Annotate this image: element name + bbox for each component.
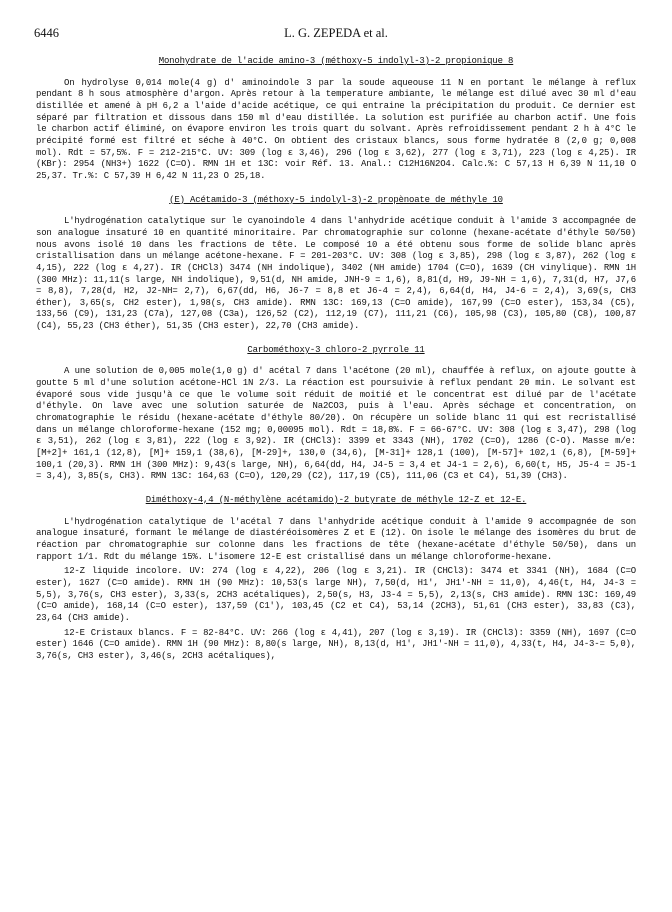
article-body [36,56,636,666]
paragraph: L'hydrogénation catalytique sur le cyanoindole 4 dans l'anhydride acétique conduit à l'amide 3 accompagnée de son analogue insaturé 10 en quantité minoritaire. Par chromatographie sur colonne (hexane-acétate d'éthyle 50/50) nous avons isolé 10 dans les fractions de tête. Le composé 10 a été obtenu sous forme de solide blanc après cristallisation dans un mélange acétone-hexane. F = 201-203°C. UV: 308 (log ε 3,85), 298 (log ε 3,87), 262 (log ε 4,15), 222 (log ε 4,27). IR (CHCl3) 3474 (NH indolique), 3402 (NH amide) 1704 (C=O), 1639 (CH vinylique). RMN 1H (300 MHz): 11,11(s large, NH indolique), 9,51(d, NH amide, JNH-9 = 1,6), 8,81(d, H9, J9-NH = 1,6), 7,31(d, H7, J7,6 = 8,8), 7,28(d, H2, J2-NH= 2,7), 6,67(dd, H6, J6-7 = 8,8 et J6-4 = 2,4), 6,64(d, H4, J4-6 = 2,4), 3,69(s, CH3 éther), 3,65(s, CH2 ester), 1,98(s, CH3 amide). RMN 13C: 169,13 (C=O amide), 167,99 (C=O ester), 153,34 (C5), 133,56 (C9), 131,23 (C7a), 127,08 (C3a), 126,52 (C2), 112,19 (C7), 111,21 (C6), 105,98 (C3), 105,80 (C8), 100,87 (C4), 55,23 (CH3 éther), 51,35 (CH3 ester), 22,70 (CH3 amide). [36,216,636,332]
running-header [34,26,638,42]
section-compound-10 [36,195,636,333]
running-authors: L. G. ZEPEDA et al. [284,26,388,40]
section-heading: (E) Acétamido-3 (méthoxy-5 indolyl-3)-2 propènoate de méthyle 10 [169,194,503,205]
section-heading: Diméthoxy-4,4 (N-méthylène acétamido)-2 butyrate de méthyle 12-Z et 12-E. [145,495,527,505]
paragraph: A une solution de 0,005 mole(1,0 g) d' acétal 7 dans l'acétone (20 ml), chauffée à reflux, on ajoute goutte à goutte 5 ml d'une solution acétone-HCl 1N 2/3. La réaction est poursuivie à reflux pendant 20 min. Le solvant est évaporé sous vide jusqu'à ce que le volume soit réduit de moitié et le concentrat est dilué par de l'acétate d'éthyle. On lave avec une solution saturée de Na2CO3, puis à l'eau. Après séchage et concentration, on chromatographie le résidu (hexane-acétate d'éthyle 80/20). On récupère un solide blanc 11 qui est recristallisé dans un mélange chloroforme-hexane (152 mg; 0,00095 mol). Rdt = 18,8%. F = 66-67°C. UV: 308 (log ε 3,47), 298 (log ε 3,51), 262 (log ε 3,81), 222 (log ε 3,92). IR (CHCl3): 3399 et 3343 (NH), 1702 (C=O), 1286 (C-O). Masse m/e: [M+2]+ 161,1 (12,8), [M]+ 159,1 (38,6), [M-29]+, 130,0 (34,6), [M-31]+ 128,1 (100), [M-57]+ 102,1 (6,8), [M-59]+ 100,1 (20,3). RMN 1H (300 MHz): 9,43(s large, NH), 6,64(dd, H4, J4-5 = 3,4 et J4-1 = 2,6), 6,60(t, H5, J5-4 = J5-1 = 3,4), 3,85(s, CH3). RMN 13C: 164,63 (C=O), 120,29 (C2), 117,19 (C5), 111,06 (C3 et C4), 51,39 (CH3). [36,366,636,482]
section-heading: Carbométhoxy-3 chloro-2 pyrrole 11 [247,344,425,355]
section-heading: Monohydrate de l'acide amino-3 (méthoxy-5 indolyl-3)-2 propionique 8 [158,56,514,66]
section-compound-12 [36,495,636,663]
paragraph: On hydrolyse 0,014 mole(4 g) d' aminoindole 3 par la soude aqueouse 11 N en portant le mélange à reflux pendant 8 h sous atmosphère d'argon. Après retour à la temperature ambiante, le mélange est dilué avec 30 ml d'eau distillée et amené à pH 6,2 a l'aide d'acide acétique, ce qui entraine la précipitation du produit. Ce dernier est séparé par filtration et dissous dans 150 ml d'eau distillée. La solution est purifiée au charbon actif. Une fois le charbon actif éliminé, on évapore environ les trois quart du solvant. Après refroidissement pendant 2 h à 4°C le précipité formé est filtré et séche à 40°C. On obtient des cristaux blancs, sous forme hydratée 8 (2,0 g; 0,008 mol). Rdt = 57,5%. F = 212-215°C. UV: 309 (log ε 3,46), 296 (log ε 3,62), 277 (log ε 3,71), 223 (log ε 4,25). IR (KBr): 2954 (NH3+) 1622 (C=O). RMN 1H et 13C: voir Réf. 13. Anal.: C12H16N2O4. Calc.%: C 57,13 H 6,39 N 11,10 O 25,37. Tr.%: C 57,39 H 6,42 N 11,23 O 25,18. [36,77,636,181]
section-compound-11 [36,345,636,483]
page-number: 6446 [34,26,59,40]
paragraph: 12-Z liquide incolore. UV: 274 (log ε 4,22), 206 (log ε 3,21). IR (CHCl3): 3474 et 3341 (NH), 1684 (C=O ester), 1627 (C=O amide). RMN 1H (90 MHz): 10,53(s large NH), 7,50(d, H1', JH1'-NH = 11,0), 4,46(t, H4, J4-3 = 5,5), 3,76(s, CH3 ester), 3,33(s, 2CH3 acétaliques), 2,50(s, H3, J3-4 = 5,5), 2,13(s, CH3 amide). RMN 13C: 169,49 (C=O amide), 168,14 (C=O ester), 137,59 (C1'), 103,45 (C2 et C4), 53,14 (2CH3), 51,61 (CH3 ester), 33,83 (C3), 23,64 (CH3 amide). [36,566,636,623]
paragraph: L'hydrogénation catalytique de l'acétal 7 dans l'anhydride acétique conduit à l'amide 9 accompagnée de son analogue insaturé, formant le mélange de diastéréoisomères Z et E (12). On isole le mélange des isomères du brut de réaction par chromatographie sur colonne dans les fractions de tête (hexane-acétate d'éthyle 50/50), dans un rapport 1/1. Rdt du mélange 15%. L'isomere 12-E est cristallisé dans un mélange chloroforme-hexane. [36,516,636,562]
paragraph: 12-E Cristaux blancs. F = 82-84°C. UV: 266 (log ε 4,41), 207 (log ε 3,19). IR (CHCl3): 3359 (NH), 1697 (C=O ester) 1646 (C=O amide). RMN 1H (90 MHz): 8,80(s large, NH), 8,13(d, H1', JH1'-NH = 11,0), 4,33(t, H4, J4-3-= 5,0), 3,76(s, CH3 ester), 3,46(s, 2CH3 acétaliques), [36,627,636,661]
section-compound-8 [36,56,636,183]
